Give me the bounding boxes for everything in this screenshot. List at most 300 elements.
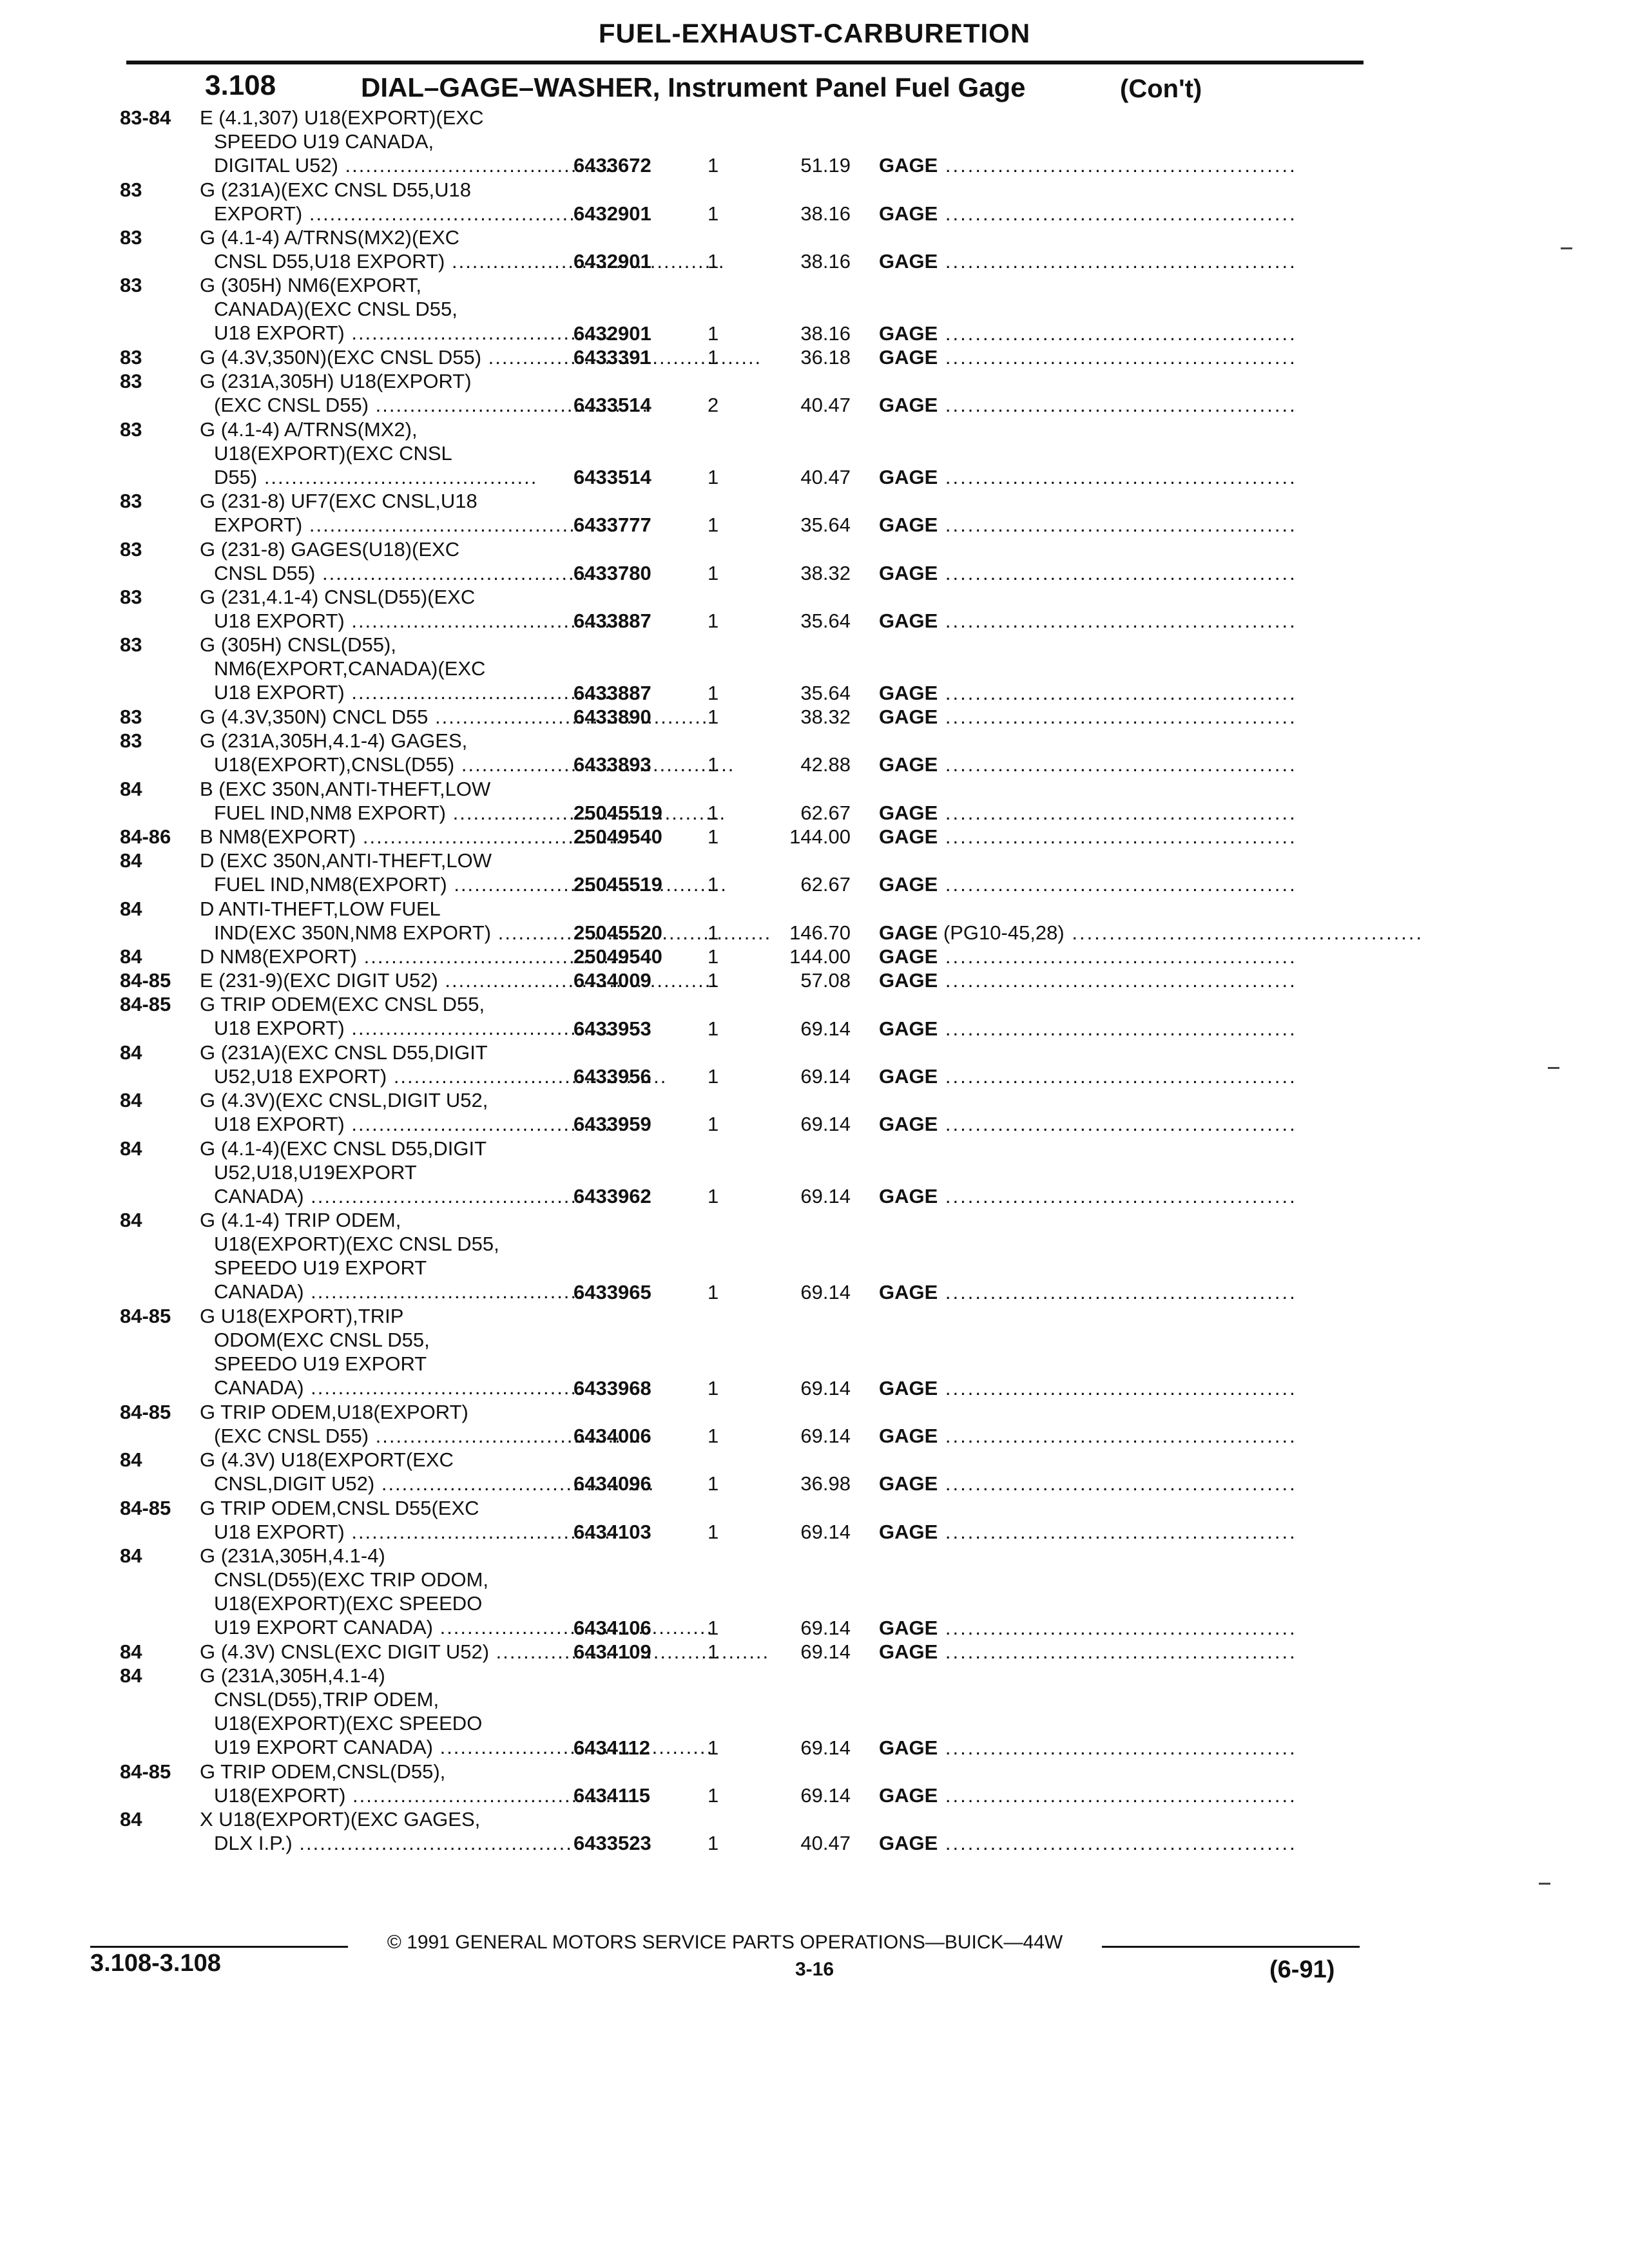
entry-quantity: 1 xyxy=(708,753,719,776)
entry-part-number: 6433890 xyxy=(574,706,651,728)
entry-description xyxy=(200,633,548,704)
entry-years: 84 xyxy=(120,1544,142,1567)
entry-part-name xyxy=(879,968,1356,992)
entry-part-name-text: GAGE xyxy=(879,681,938,704)
entry-part-name-text: GAGE xyxy=(879,921,938,944)
entry-part-name xyxy=(879,681,1356,705)
leader-dots: ............................................... xyxy=(938,1520,1297,1543)
entry-years: 84-85 xyxy=(120,969,171,992)
entry-description-line: G (231-8) UF7(EXC CNSL,U18 xyxy=(200,490,477,513)
section-subtitle: Instrument Panel Fuel Gage xyxy=(668,72,1026,102)
entry-description-line: CANADA) ..... xyxy=(200,1280,562,1303)
entry-description-line: SPEEDO U19 EXPORT xyxy=(214,1352,427,1375)
entry-quantity: 1 xyxy=(708,945,719,968)
entry-part-name xyxy=(879,1472,1356,1495)
parts-entry xyxy=(0,418,1629,490)
parts-entry xyxy=(0,273,1629,345)
footer-rule-left xyxy=(90,1946,348,1948)
leader-dots: ............................................... xyxy=(938,1640,1297,1663)
leader-dots: ............................................... xyxy=(938,394,1297,417)
parts-entry xyxy=(0,1137,1629,1209)
entry-quantity: 1 xyxy=(708,1520,719,1543)
entry-years: 84-85 xyxy=(120,1760,171,1783)
parts-entry xyxy=(0,1304,1629,1400)
entry-part-name xyxy=(879,249,1356,273)
entry-description-line: DIGITAL U52) ..... xyxy=(200,153,562,177)
entry-description xyxy=(200,106,548,177)
entry-part-name-text: GAGE xyxy=(879,610,938,633)
entry-part-name-text: GAGE xyxy=(879,1616,938,1639)
parts-entry xyxy=(0,1664,1629,1760)
entry-part-name xyxy=(879,465,1356,489)
section-title-main: DIAL–GAGE–WASHER, xyxy=(361,72,660,102)
leader-dots: ............................................... xyxy=(938,1832,1297,1855)
entry-description-line: G TRIP ODEM,CNSL D55(EXC xyxy=(200,1496,479,1519)
entry-part-name-text: GAGE xyxy=(879,945,938,968)
entry-description-line: B (EXC 350N,ANTI-THEFT,LOW xyxy=(200,777,491,800)
leader-dots: ............................................... xyxy=(938,1376,1297,1399)
entry-quantity: 1 xyxy=(708,706,719,728)
section-number: 3.108 xyxy=(205,70,276,101)
parts-entry xyxy=(0,585,1629,633)
entry-part-number: 6434009 xyxy=(574,969,651,992)
entry-part-number: 6434103 xyxy=(574,1520,651,1543)
entry-part-name xyxy=(879,1064,1356,1088)
parts-entry xyxy=(0,1760,1629,1807)
entry-description-line: D ANTI-THEFT,LOW FUEL xyxy=(200,897,441,920)
entry-years: 84-85 xyxy=(120,1400,171,1423)
entry-description xyxy=(200,489,548,537)
parts-entry xyxy=(0,1640,1629,1664)
parts-entry xyxy=(0,106,1629,178)
entry-description-line: EXPORT) ..... xyxy=(200,202,562,226)
entry-years: 83 xyxy=(120,370,142,393)
parts-entry xyxy=(0,1088,1629,1136)
entry-part-name xyxy=(879,1424,1356,1448)
entry-description-line: G (4.3V) CNSL(EXC DIGIT U52) ..... xyxy=(200,1640,548,1664)
entry-description xyxy=(200,1807,548,1855)
entry-price: 69.14 xyxy=(800,1064,851,1088)
entry-part-number: 6433962 xyxy=(574,1184,651,1207)
entry-description-line: U52,U18 EXPORT) ..... xyxy=(200,1064,562,1088)
entry-price: 144.00 xyxy=(789,825,851,848)
entry-part-number: 25045520 xyxy=(574,921,662,944)
entry-description-line: E (231-9)(EXC DIGIT U52) ..... xyxy=(200,968,548,992)
entry-years: 83 xyxy=(120,226,142,249)
entry-description-line: U19 EXPORT CANADA) ..... xyxy=(200,1735,562,1759)
entry-description xyxy=(200,226,548,273)
entry-quantity: 1 xyxy=(708,1832,719,1855)
entry-price: 69.14 xyxy=(800,1520,851,1543)
entry-quantity: 1 xyxy=(708,202,719,225)
entry-price: 38.16 xyxy=(800,202,851,225)
entry-description-line: B NM8(EXPORT) ..... xyxy=(200,825,548,849)
scan-mark xyxy=(1548,1067,1559,1069)
entry-quantity: 1 xyxy=(708,514,719,537)
entry-part-name-text: GAGE xyxy=(879,1520,938,1543)
entry-quantity: 1 xyxy=(708,1736,719,1759)
entry-description-line: G TRIP ODEM(EXC CNSL D55, xyxy=(200,993,485,1016)
leader-dots: ............................................... xyxy=(938,202,1297,225)
entry-part-name-text: GAGE xyxy=(879,561,938,584)
entry-price: 40.47 xyxy=(800,1832,851,1855)
entry-years: 83 xyxy=(120,418,142,441)
entry-years: 84-85 xyxy=(120,1496,171,1519)
leader-dots: ............................................... xyxy=(938,1736,1297,1759)
entry-price: 144.00 xyxy=(789,945,851,968)
entry-quantity: 1 xyxy=(708,921,719,944)
parts-entry xyxy=(0,537,1629,585)
entry-price: 35.64 xyxy=(800,514,851,537)
entry-price: 38.32 xyxy=(800,561,851,584)
entry-part-number: 6432901 xyxy=(574,322,651,345)
entry-description xyxy=(200,1640,548,1664)
entry-description xyxy=(200,1544,548,1639)
entry-part-name xyxy=(879,609,1356,633)
entry-part-name xyxy=(879,561,1356,585)
entry-part-number: 6433780 xyxy=(574,561,651,584)
entry-description-line: G (231A)(EXC CNSL D55,U18 xyxy=(200,178,471,201)
entry-description-line: U18 EXPORT) ..... xyxy=(200,321,562,345)
entry-part-number: 6433514 xyxy=(574,394,651,417)
entry-quantity: 1 xyxy=(708,825,719,848)
leader-dots: ............................................... xyxy=(938,753,1297,776)
entry-years: 84 xyxy=(120,1209,142,1232)
entry-price: 40.47 xyxy=(800,465,851,488)
entry-part-name-text: GAGE xyxy=(879,1017,938,1040)
entry-part-number: 6432901 xyxy=(574,202,651,225)
entry-quantity: 1 xyxy=(708,1113,719,1136)
leader-dots: ............................................... xyxy=(938,1472,1297,1495)
entry-description-line: CANADA)(EXC CNSL D55, xyxy=(214,298,458,321)
entry-part-name xyxy=(879,202,1356,226)
entry-part-name-text: GAGE xyxy=(879,346,938,369)
entry-description-line: G (231A,305H,4.1-4) xyxy=(200,1544,385,1567)
parts-entry xyxy=(0,705,1629,729)
entry-part-name xyxy=(879,1831,1356,1855)
entry-price: 69.14 xyxy=(800,1280,851,1303)
entry-quantity: 1 xyxy=(708,1184,719,1207)
entry-description-line: NM6(EXPORT,CANADA)(EXC xyxy=(214,657,486,680)
entry-price: 69.14 xyxy=(800,1736,851,1759)
leader-dots: ............................................... xyxy=(938,801,1297,824)
entry-part-name xyxy=(879,1736,1356,1760)
entry-part-name-text: GAGE xyxy=(879,202,938,225)
entry-description-line: CANADA) ..... xyxy=(200,1376,562,1399)
leader-dots: ............................................... xyxy=(938,465,1297,488)
entry-description-line: U18 EXPORT) ..... xyxy=(200,1520,562,1544)
parts-entry xyxy=(0,633,1629,705)
entry-part-number: 25045519 xyxy=(574,873,662,896)
entry-part-name xyxy=(879,345,1356,369)
entry-description-line: DLX I.P.) ..... xyxy=(200,1831,562,1855)
entry-part-name-text: GAGE xyxy=(879,825,938,848)
entry-description xyxy=(200,1041,548,1088)
entry-part-name xyxy=(879,921,1424,945)
entry-part-name xyxy=(879,801,1356,825)
entry-part-number: 6434096 xyxy=(574,1472,651,1495)
parts-entry xyxy=(0,489,1629,537)
entry-description-line: CANADA) ..... xyxy=(200,1184,562,1208)
entry-price: 36.18 xyxy=(800,346,851,369)
entry-description-line: U52,U18,U19EXPORT xyxy=(214,1160,417,1184)
page-header-title: FUEL-EXHAUST-CARBURETION xyxy=(598,18,1031,48)
leader-dots: ............................................... xyxy=(938,681,1297,704)
entry-description-line: FUEL IND,NM8(EXPORT) ..... xyxy=(200,872,562,896)
entry-description-line: U18 EXPORT) ..... xyxy=(200,609,562,633)
entry-description xyxy=(200,1664,548,1759)
entry-part-name-text: GAGE xyxy=(879,1280,938,1303)
footer-section-range: 3.108-3.108 xyxy=(90,1950,221,1977)
entry-part-number: 6433514 xyxy=(574,465,651,488)
entry-part-number: 6433523 xyxy=(574,1832,651,1855)
entry-description xyxy=(200,825,548,849)
entry-price: 62.67 xyxy=(800,801,851,824)
entry-years: 83 xyxy=(120,633,142,657)
entry-part-number: 6434006 xyxy=(574,1424,651,1447)
entry-quantity: 2 xyxy=(708,394,719,417)
entry-description-line: ODOM(EXC CNSL D55, xyxy=(214,1329,430,1351)
entry-price: 38.16 xyxy=(800,322,851,345)
entry-part-number: 6433887 xyxy=(574,610,651,633)
entry-part-number: 6433953 xyxy=(574,1017,651,1040)
entry-quantity: 1 xyxy=(708,346,719,369)
entry-part-name-text: GAGE xyxy=(879,1113,938,1136)
leader-dots: ............................................... xyxy=(938,1113,1297,1136)
entry-part-number: 6434115 xyxy=(574,1783,650,1807)
entry-price: 69.14 xyxy=(800,1640,851,1663)
parts-entry xyxy=(0,1544,1629,1640)
entry-price: 146.70 xyxy=(789,921,851,944)
entry-price: 36.98 xyxy=(800,1472,851,1495)
entry-price: 69.14 xyxy=(800,1113,851,1136)
entry-part-name-text: GAGE xyxy=(879,465,938,488)
entry-part-number: 6433965 xyxy=(574,1280,651,1303)
entry-quantity: 1 xyxy=(708,873,719,896)
parts-entry xyxy=(0,825,1629,849)
entry-description-line: SPEEDO U19 EXPORT xyxy=(214,1256,427,1280)
entry-price: 35.64 xyxy=(800,681,851,704)
entry-description xyxy=(200,897,548,945)
entry-part-number: 6433956 xyxy=(574,1064,651,1088)
entry-description xyxy=(200,1088,548,1136)
entry-part-name xyxy=(879,393,1356,417)
entry-part-name-text: GAGE xyxy=(879,1783,938,1807)
entry-quantity: 1 xyxy=(708,610,719,633)
entry-part-name-text: GAGE xyxy=(879,154,938,177)
footer-rule-right xyxy=(1102,1946,1360,1948)
entry-part-name-text: GAGE xyxy=(879,1472,938,1495)
entry-description-line: U18(EXPORT)(EXC SPEEDO xyxy=(214,1592,483,1615)
leader-dots: ............................................... xyxy=(938,154,1297,177)
entry-part-name xyxy=(879,322,1356,345)
scan-mark xyxy=(1561,247,1572,249)
entry-years: 83 xyxy=(120,274,142,297)
entry-quantity: 1 xyxy=(708,1783,719,1807)
entry-part-name-text: GAGE xyxy=(879,1376,938,1399)
entry-part-name-text: GAGE xyxy=(879,250,938,273)
entry-part-name-text: GAGE xyxy=(879,706,938,728)
entry-description-line: X U18(EXPORT)(EXC GAGES, xyxy=(200,1808,481,1831)
entry-part-name xyxy=(879,872,1356,896)
entry-description xyxy=(200,1496,548,1544)
entry-description-line: EXPORT) ..... xyxy=(200,513,562,537)
entry-description-line: G (4.3V) U18(EXPORT(EXC xyxy=(200,1448,454,1472)
entry-part-number: 6433887 xyxy=(574,681,651,704)
entry-quantity: 1 xyxy=(708,1280,719,1303)
entry-part-name xyxy=(879,153,1356,177)
entry-quantity: 1 xyxy=(708,465,719,488)
entry-description-line: G U18(EXPORT),TRIP xyxy=(200,1305,404,1327)
entry-price: 69.14 xyxy=(800,1783,851,1807)
entry-description-line: G (4.1-4) TRIP ODEM, xyxy=(200,1209,401,1232)
entry-description xyxy=(200,178,548,226)
entry-description-line: G (4.1-4)(EXC CNSL D55,DIGIT xyxy=(200,1137,487,1160)
entry-quantity: 1 xyxy=(708,1640,719,1663)
entry-part-name-text: GAGE xyxy=(879,1640,938,1663)
entry-part-number: 6433893 xyxy=(574,753,651,776)
leader-dots: ............................................... xyxy=(938,1184,1297,1207)
footer-date: (6-91) xyxy=(1269,1956,1335,1983)
entry-description xyxy=(200,369,548,417)
entry-years: 84 xyxy=(120,849,142,872)
entry-part-name xyxy=(879,1783,1356,1807)
entry-part-number: 6434112 xyxy=(574,1736,650,1759)
entry-years: 84 xyxy=(120,1808,142,1831)
entry-years: 84-85 xyxy=(120,1305,171,1327)
leader-dots: ............................................... xyxy=(938,1017,1297,1040)
entry-description-line: G (305H) CNSL(D55), xyxy=(200,633,396,657)
entry-years: 83 xyxy=(120,706,142,728)
leader-dots: ............................................... xyxy=(938,346,1297,369)
entry-part-name xyxy=(879,513,1356,537)
entry-part-name-text: GAGE xyxy=(879,322,938,345)
entry-years: 84 xyxy=(120,1640,142,1663)
entry-description-line: G (4.1-4) A/TRNS(MX2)(EXC xyxy=(200,226,460,249)
entry-price: 42.88 xyxy=(800,753,851,776)
entry-description-line: U18(EXPORT)(EXC CNSL xyxy=(214,441,452,465)
entry-description-line: SPEEDO U19 CANADA, xyxy=(214,130,434,153)
entry-description xyxy=(200,345,548,369)
entry-part-number: 6434109 xyxy=(574,1640,651,1663)
entry-part-number: 25045519 xyxy=(574,801,662,824)
entry-description-line: (EXC CNSL D55) ..... xyxy=(200,1424,562,1448)
entry-part-name-text: GAGE xyxy=(879,1184,938,1207)
parts-entry xyxy=(0,1208,1629,1304)
entry-part-name-text: GAGE xyxy=(879,1424,938,1447)
entry-part-name-text: GAGE xyxy=(879,801,938,824)
entry-part-name xyxy=(879,1640,1356,1664)
entry-description xyxy=(200,968,548,992)
entry-part-name xyxy=(879,705,1356,729)
entry-years: 83 xyxy=(120,586,142,608)
entry-description-line: E (4.1,307) U18(EXPORT)(EXC xyxy=(200,106,484,129)
entry-part-name xyxy=(879,1280,1356,1304)
entry-price: 69.14 xyxy=(800,1184,851,1207)
parts-entry xyxy=(0,1400,1629,1448)
entry-part-number: 6434106 xyxy=(574,1616,651,1639)
entry-quantity: 1 xyxy=(708,681,719,704)
entry-part-name-text: GAGE xyxy=(879,969,938,992)
entry-part-name xyxy=(879,825,1356,849)
entry-years: 83 xyxy=(120,729,142,753)
leader-dots: ............................................... xyxy=(938,706,1297,728)
entry-price: 69.14 xyxy=(800,1017,851,1040)
entry-description xyxy=(200,1208,548,1303)
entry-part-number: 6433959 xyxy=(574,1113,651,1136)
entry-description-line: G (4.1-4) A/TRNS(MX2), xyxy=(200,418,418,441)
entry-description-line: U18 EXPORT) ..... xyxy=(200,1016,562,1040)
parts-entry xyxy=(0,1041,1629,1088)
entry-part-name-text: GAGE xyxy=(879,394,938,417)
entry-description-line: G (231A)(EXC CNSL D55,DIGIT xyxy=(200,1041,488,1064)
leader-dots: ............................................... xyxy=(938,610,1297,633)
leader-dots: ............................................... xyxy=(938,1424,1297,1447)
entry-quantity: 1 xyxy=(708,250,719,273)
entry-description-line: G (4.3V,350N) CNCL D55 ..... xyxy=(200,705,548,729)
entry-part-number: 25049540 xyxy=(574,945,662,968)
entry-part-name-text: GAGE xyxy=(879,753,938,776)
entry-description-line: U18(EXPORT)(EXC CNSL D55, xyxy=(214,1233,499,1256)
entry-description-line: G TRIP ODEM,CNSL(D55), xyxy=(200,1760,446,1783)
entry-description-line: D NM8(EXPORT) ..... xyxy=(200,945,548,968)
entry-price: 57.08 xyxy=(800,969,851,992)
entry-quantity: 1 xyxy=(708,1616,719,1639)
leader-dots: ............................................... xyxy=(938,514,1297,537)
entry-part-number: 6433672 xyxy=(574,154,651,177)
entry-part-number: 6433777 xyxy=(574,514,651,537)
entry-description-line: G (231,4.1-4) CNSL(D55)(EXC xyxy=(200,586,476,608)
leader-dots: ............................................... xyxy=(938,250,1297,273)
entry-description-line: G (231A,305H,4.1-4) GAGES, xyxy=(200,729,468,753)
entry-years: 83 xyxy=(120,537,142,561)
entry-quantity: 1 xyxy=(708,969,719,992)
entry-part-name xyxy=(879,1376,1356,1400)
entry-description-line: U19 EXPORT CANADA) ..... xyxy=(200,1615,562,1639)
entry-part-name-text: GAGE xyxy=(879,1736,938,1759)
entry-description xyxy=(200,945,548,968)
scan-mark xyxy=(1539,1883,1550,1885)
entry-years: 83 xyxy=(120,490,142,513)
entry-description xyxy=(200,849,548,896)
entry-quantity: 1 xyxy=(708,1472,719,1495)
leader-dots: ............................................... xyxy=(938,322,1297,345)
entry-description xyxy=(200,537,548,585)
leader-dots: ............................................... xyxy=(1064,921,1424,944)
footer-copyright: © 1991 GENERAL MOTORS SERVICE PARTS OPERATIONS—BUICK—44W xyxy=(387,1932,1063,1953)
entry-description-line: G (4.3V)(EXC CNSL,DIGIT U52, xyxy=(200,1089,488,1112)
parts-entry xyxy=(0,1496,1629,1544)
entry-quantity: 1 xyxy=(708,801,719,824)
entry-price: 69.14 xyxy=(800,1376,851,1399)
entry-description xyxy=(200,729,548,776)
entry-quantity: 1 xyxy=(708,1064,719,1088)
entry-years: 84 xyxy=(120,1089,142,1112)
entry-part-name xyxy=(879,753,1356,776)
entry-description xyxy=(200,1304,548,1399)
entry-description xyxy=(200,705,548,729)
entry-description-line: CNSL D55) ..... xyxy=(200,561,562,585)
leader-dots: ............................................... xyxy=(938,1783,1297,1807)
leader-dots: ............................................... xyxy=(938,561,1297,584)
entry-description-line: U18 EXPORT) ..... xyxy=(200,1112,562,1136)
continued-label: (Con't) xyxy=(1120,75,1202,103)
entry-description xyxy=(200,273,548,345)
entry-part-number: 6432901 xyxy=(574,250,651,273)
entry-description xyxy=(200,1400,548,1448)
leader-dots: ............................................... xyxy=(938,945,1297,968)
entry-years: 84-86 xyxy=(120,825,171,848)
